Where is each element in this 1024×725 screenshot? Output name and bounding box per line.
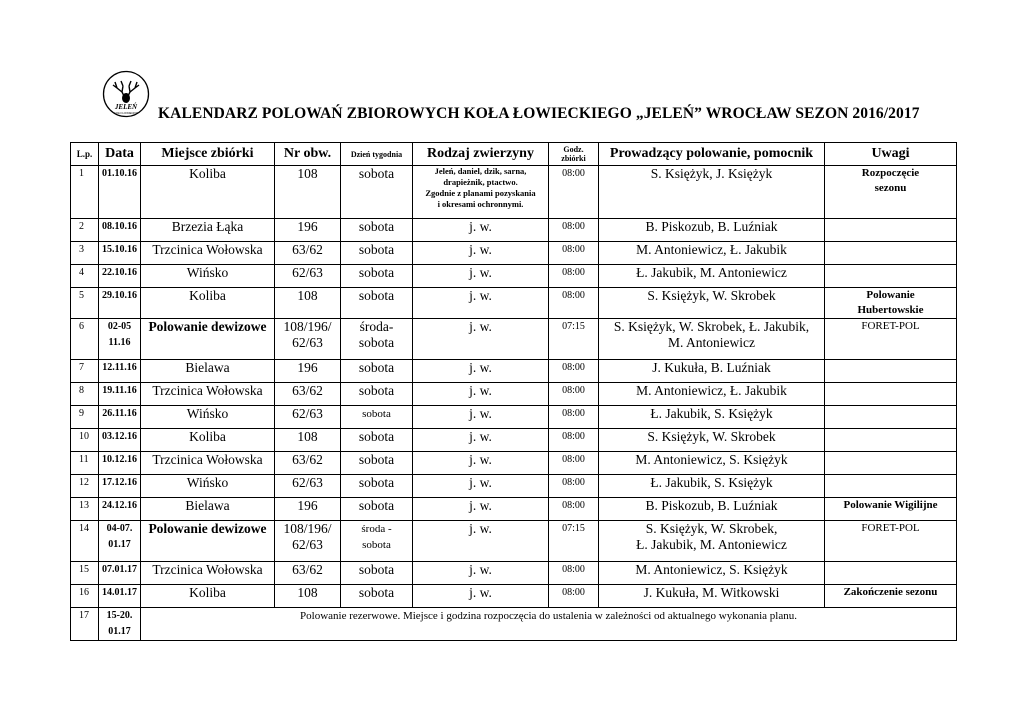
cell-time: 08:00 <box>549 429 599 452</box>
header-leader: Prowadzący polowanie, pomocnik <box>599 143 825 166</box>
cell-line: j. w. <box>469 498 492 513</box>
header-time: Godz. zbiórki <box>549 143 599 166</box>
cell-line: Ł. Jakubik, M. Antoniewicz <box>636 537 787 552</box>
cell-place: Trzcinica Wołowska <box>141 452 275 475</box>
cell-line: 22.10.16 <box>102 267 137 278</box>
cell-line: S. Księżyk, W. Skrobek, <box>645 521 778 536</box>
cell-line: Rozpoczęcie <box>861 167 920 179</box>
table-row <box>71 360 957 383</box>
cell-lp: 2 <box>71 219 99 242</box>
cell-line: 08.10.16 <box>102 221 137 232</box>
cell-line: sobota <box>358 585 395 600</box>
cell-line: środa- <box>359 319 394 334</box>
cell-notes <box>825 360 957 383</box>
cell-place: Trzcinica Wołowska <box>141 562 275 585</box>
cell-leader <box>599 452 825 475</box>
cell-date <box>99 406 141 429</box>
cell-line: M. Antoniewicz, S. Księżyk <box>635 452 788 467</box>
cell-time: 08:00 <box>549 360 599 383</box>
header-day: Dzień tygodnia <box>341 143 413 166</box>
cell-time: 07:15 <box>549 521 599 562</box>
cell-lp: 3 <box>71 242 99 265</box>
cell-line: 196 <box>297 219 318 234</box>
cell-day <box>341 585 413 608</box>
cell-date <box>99 475 141 498</box>
cell-leader <box>599 219 825 242</box>
cell-lp: 13 <box>71 498 99 521</box>
cell-lp: 7 <box>71 360 99 383</box>
cell-place: Brzezia Łąka <box>141 219 275 242</box>
cell-line: Zakończenie sezonu <box>843 586 938 598</box>
cell-lp: 17 <box>71 608 99 641</box>
cell-time: 08:00 <box>549 585 599 608</box>
cell-line: 63/62 <box>292 452 323 467</box>
cell-line: 108 <box>297 429 318 444</box>
cell-line: sobota <box>358 288 395 303</box>
cell-line: 01.10.16 <box>102 168 137 179</box>
table-row <box>71 219 957 242</box>
cell-district <box>275 429 341 452</box>
cell-day <box>341 219 413 242</box>
cell-line: 01.17 <box>108 539 131 550</box>
cell-line: sobota <box>358 429 395 444</box>
cell-line: sobota <box>358 166 395 181</box>
table-row <box>71 383 957 406</box>
cell-notes <box>825 475 957 498</box>
cell-leader <box>599 562 825 585</box>
cell-day <box>341 498 413 521</box>
cell-day <box>341 265 413 288</box>
cell-line: sobota <box>358 360 395 375</box>
cell-line: 63/62 <box>292 242 323 257</box>
cell-time: 08:00 <box>549 475 599 498</box>
cell-line: 17.12.16 <box>102 477 137 488</box>
cell-line: j. w. <box>469 429 492 444</box>
cell-line: 10.12.16 <box>102 454 137 465</box>
table-row <box>71 521 957 562</box>
cell-leader <box>599 429 825 452</box>
cell-line: 15.10.16 <box>102 244 137 255</box>
cell-line: 108 <box>297 288 318 303</box>
cell-district <box>275 319 341 360</box>
table-row <box>71 452 957 475</box>
cell-lp: 4 <box>71 265 99 288</box>
hunting-calendar-table <box>70 142 957 641</box>
cell-district <box>275 360 341 383</box>
cell-lp: 1 <box>71 166 99 219</box>
cell-day <box>341 475 413 498</box>
cell-district <box>275 383 341 406</box>
cell-line: j. w. <box>469 521 492 536</box>
cell-lp: 8 <box>71 383 99 406</box>
cell-line: M. Antoniewicz, Ł. Jakubik <box>636 242 787 257</box>
cell-place: Koliba <box>141 585 275 608</box>
deer-head-icon <box>102 70 150 118</box>
cell-line: 12.11.16 <box>102 362 137 373</box>
cell-leader <box>599 406 825 429</box>
cell-line: sezonu <box>874 182 907 194</box>
cell-line: 02-05 <box>107 321 132 332</box>
cell-game <box>413 242 549 265</box>
cell-line: FORET-POL <box>861 320 920 332</box>
cell-notes <box>825 521 957 562</box>
cell-line: sobota <box>358 335 395 350</box>
cell-line: 15-20. <box>106 610 133 621</box>
cell-date <box>99 452 141 475</box>
cell-line: j. w. <box>469 585 492 600</box>
cell-line: 07.01.17 <box>102 564 137 575</box>
cell-line: 62/63 <box>292 537 323 552</box>
cell-line: j. w. <box>469 406 492 421</box>
cell-date <box>99 429 141 452</box>
cell-game <box>413 429 549 452</box>
cell-date <box>99 360 141 383</box>
cell-line: S. Księżyk, W. Skrobek <box>647 429 776 444</box>
cell-line: j. w. <box>469 475 492 490</box>
cell-leader <box>599 475 825 498</box>
cell-date <box>99 608 141 641</box>
cell-line: 62/63 <box>292 335 323 350</box>
cell-line: j. w. <box>469 360 492 375</box>
table-header-row <box>71 143 957 166</box>
cell-district <box>275 406 341 429</box>
cell-district <box>275 288 341 319</box>
cell-line: Jeleń, daniel, dzik, sarna, <box>434 166 527 176</box>
cell-place: Koliba <box>141 166 275 219</box>
cell-day <box>341 406 413 429</box>
cell-game <box>413 521 549 562</box>
cell-notes <box>825 265 957 288</box>
cell-line: Polowanie Wigilijne <box>843 499 938 511</box>
cell-notes <box>825 562 957 585</box>
cell-line: 108/196/ <box>283 521 332 536</box>
header-game: Rodzaj zwierzyny <box>413 143 549 166</box>
cell-time: 08:00 <box>549 265 599 288</box>
cell-line: 108/196/ <box>283 319 332 334</box>
cell-line: 196 <box>297 360 318 375</box>
cell-game <box>413 452 549 475</box>
cell-day <box>341 360 413 383</box>
cell-time: 08:00 <box>549 562 599 585</box>
cell-time: 08:00 <box>549 498 599 521</box>
cell-line: 24.12.16 <box>102 500 137 511</box>
cell-leader <box>599 360 825 383</box>
cell-game <box>413 475 549 498</box>
cell-district <box>275 475 341 498</box>
cell-line: sobota <box>358 562 395 577</box>
cell-day <box>341 242 413 265</box>
cell-line: 62/63 <box>292 265 323 280</box>
logo-subtext: KOŁO ŁOWIECKIE <box>113 111 139 115</box>
cell-line: 26.11.16 <box>102 408 137 419</box>
cell-line: j. w. <box>469 452 492 467</box>
cell-time: 08:00 <box>549 166 599 219</box>
cell-district <box>275 452 341 475</box>
cell-place: Bielawa <box>141 360 275 383</box>
cell-game <box>413 585 549 608</box>
cell-time: 08:00 <box>549 452 599 475</box>
cell-date <box>99 585 141 608</box>
table-row <box>71 242 957 265</box>
cell-line: 62/63 <box>292 406 323 421</box>
cell-game <box>413 406 549 429</box>
cell-notes <box>825 166 957 219</box>
cell-line: B. Piskozub, B. Luźniak <box>645 219 778 234</box>
cell-line: 63/62 <box>292 562 323 577</box>
cell-district <box>275 265 341 288</box>
cell-date <box>99 383 141 406</box>
cell-line: J. Kukuła, M. Witkowski <box>643 585 780 600</box>
cell-game <box>413 265 549 288</box>
cell-district <box>275 585 341 608</box>
cell-game <box>413 319 549 360</box>
cell-day <box>341 383 413 406</box>
cell-line: 03.12.16 <box>102 431 137 442</box>
cell-date <box>99 521 141 562</box>
cell-place: Polowanie dewizowe <box>141 521 275 562</box>
cell-line: 29.10.16 <box>102 290 137 301</box>
cell-line: sobota <box>358 242 395 257</box>
logo-text: JELEŃ <box>114 103 138 111</box>
cell-place: Koliba <box>141 429 275 452</box>
cell-game <box>413 360 549 383</box>
cell-leader <box>599 242 825 265</box>
cell-notes <box>825 406 957 429</box>
cell-game <box>413 383 549 406</box>
header-place: Miejsce zbiórki <box>141 143 275 166</box>
cell-date <box>99 166 141 219</box>
cell-date <box>99 319 141 360</box>
cell-day <box>341 288 413 319</box>
header-date: Data <box>99 143 141 166</box>
cell-line: i okresami ochronnymi. <box>437 199 524 209</box>
cell-line: 108 <box>297 166 318 181</box>
cell-leader <box>599 265 825 288</box>
cell-line: M. Antoniewicz <box>668 335 755 350</box>
cell-game <box>413 288 549 319</box>
cell-line: sobota <box>358 452 395 467</box>
table-row <box>71 429 957 452</box>
cell-lp: 16 <box>71 585 99 608</box>
cell-notes <box>825 429 957 452</box>
cell-place: Wińsko <box>141 406 275 429</box>
cell-line: S. Księżyk, J. Księżyk <box>650 166 773 181</box>
cell-line: drapieżnik, ptactwo. <box>443 177 518 187</box>
cell-notes <box>825 288 957 319</box>
cell-line: j. w. <box>469 219 492 234</box>
cell-line: sobota <box>358 475 395 490</box>
cell-line: B. Piskozub, B. Luźniak <box>645 498 778 513</box>
cell-date <box>99 562 141 585</box>
cell-line: sobota <box>362 408 391 420</box>
cell-notes <box>825 585 957 608</box>
cell-place: Bielawa <box>141 498 275 521</box>
table-row <box>71 319 957 360</box>
table-row <box>71 166 957 219</box>
cell-leader <box>599 383 825 406</box>
cell-line: J. Kukuła, B. Luźniak <box>652 360 771 375</box>
cell-lp: 14 <box>71 521 99 562</box>
cell-place: Polowanie dewizowe <box>141 319 275 360</box>
cell-line: 01.17 <box>108 626 131 637</box>
cell-day <box>341 452 413 475</box>
cell-district <box>275 521 341 562</box>
table-row <box>71 406 957 429</box>
cell-place: Trzcinica Wołowska <box>141 242 275 265</box>
cell-line: j. w. <box>469 288 492 303</box>
cell-line: Ł. Jakubik, S. Księżyk <box>650 406 773 421</box>
page-title: KALENDARZ POLOWAŃ ZBIOROWYCH KOŁA ŁOWIECKIEGO „JELEŃ” WROCŁAW SEZON 2016/2017 <box>158 105 920 122</box>
cell-date <box>99 498 141 521</box>
header-notes: Uwagi <box>825 143 957 166</box>
cell-lp: 6 <box>71 319 99 360</box>
cell-line: M. Antoniewicz, Ł. Jakubik <box>636 383 787 398</box>
cell-notes <box>825 498 957 521</box>
cell-time: 08:00 <box>549 383 599 406</box>
cell-line: j. w. <box>469 383 492 398</box>
cell-game <box>413 562 549 585</box>
cell-district <box>275 242 341 265</box>
cell-line: sobota <box>362 539 391 551</box>
cell-notes <box>825 319 957 360</box>
club-logo <box>102 70 150 118</box>
cell-notes <box>825 242 957 265</box>
cell-line: 196 <box>297 498 318 513</box>
cell-line: 04-07. <box>106 523 133 534</box>
cell-line: j. w. <box>469 242 492 257</box>
cell-time: 08:00 <box>549 288 599 319</box>
cell-line: j. w. <box>469 562 492 577</box>
cell-leader <box>599 166 825 219</box>
header-district: Nr obw. <box>275 143 341 166</box>
cell-line: S. Księżyk, W. Skrobek <box>647 288 776 303</box>
cell-leader <box>599 498 825 521</box>
cell-place: Trzcinica Wołowska <box>141 383 275 406</box>
cell-day <box>341 562 413 585</box>
cell-day <box>341 319 413 360</box>
cell-game <box>413 219 549 242</box>
reserve-hunt-note: Polowanie rezerwowe. Miejsce i godzina rozpoczęcia do ustalenia w zależności od aktualnego wykonania planu. <box>141 608 957 641</box>
cell-line: sobota <box>358 265 395 280</box>
cell-notes <box>825 383 957 406</box>
cell-leader <box>599 288 825 319</box>
cell-lp: 12 <box>71 475 99 498</box>
table-row <box>71 265 957 288</box>
cell-line: 62/63 <box>292 475 323 490</box>
cell-line: 11.16 <box>108 337 131 348</box>
cell-leader <box>599 585 825 608</box>
table-row <box>71 475 957 498</box>
cell-day <box>341 429 413 452</box>
cell-line: Polowanie <box>866 289 915 301</box>
cell-line: środa - <box>361 523 392 535</box>
cell-lp: 15 <box>71 562 99 585</box>
cell-day <box>341 166 413 219</box>
cell-line: M. Antoniewicz, S. Księżyk <box>635 562 788 577</box>
cell-line: Ł. Jakubik, S. Księżyk <box>650 475 773 490</box>
cell-district <box>275 219 341 242</box>
cell-place: Koliba <box>141 288 275 319</box>
cell-line: 108 <box>297 585 318 600</box>
cell-date <box>99 242 141 265</box>
cell-date <box>99 265 141 288</box>
cell-place: Wińsko <box>141 265 275 288</box>
cell-day <box>341 521 413 562</box>
table-row <box>71 498 957 521</box>
cell-date <box>99 288 141 319</box>
cell-line: sobota <box>358 383 395 398</box>
table-row <box>71 288 957 319</box>
table-row-reserve <box>71 608 957 641</box>
cell-line: S. Księżyk, W. Skrobek, Ł. Jakubik, <box>613 319 810 334</box>
cell-line: Hubertowskie <box>857 304 924 316</box>
cell-date <box>99 219 141 242</box>
cell-line: j. w. <box>469 265 492 280</box>
cell-line: 63/62 <box>292 383 323 398</box>
cell-time: 07:15 <box>549 319 599 360</box>
cell-leader <box>599 521 825 562</box>
cell-time: 08:00 <box>549 406 599 429</box>
cell-game <box>413 166 549 219</box>
cell-lp: 5 <box>71 288 99 319</box>
cell-line: Ł. Jakubik, M. Antoniewicz <box>636 265 787 280</box>
cell-district <box>275 498 341 521</box>
cell-notes <box>825 452 957 475</box>
table-body <box>71 166 957 641</box>
table-row <box>71 585 957 608</box>
cell-line: j. w. <box>469 319 492 334</box>
cell-notes <box>825 219 957 242</box>
cell-line: sobota <box>358 498 395 513</box>
cell-leader <box>599 319 825 360</box>
cell-line: Zgodnie z planami pozyskania <box>425 188 536 198</box>
cell-district <box>275 166 341 219</box>
header-lp: L.p. <box>71 143 99 166</box>
cell-place: Wińsko <box>141 475 275 498</box>
cell-line: FORET-POL <box>861 522 920 534</box>
cell-lp: 11 <box>71 452 99 475</box>
cell-time: 08:00 <box>549 219 599 242</box>
cell-line: sobota <box>358 219 395 234</box>
cell-lp: 9 <box>71 406 99 429</box>
cell-line: 19.11.16 <box>102 385 137 396</box>
cell-line: 14.01.17 <box>102 587 137 598</box>
cell-game <box>413 498 549 521</box>
cell-time: 08:00 <box>549 242 599 265</box>
cell-district <box>275 562 341 585</box>
table-row <box>71 562 957 585</box>
cell-lp: 10 <box>71 429 99 452</box>
